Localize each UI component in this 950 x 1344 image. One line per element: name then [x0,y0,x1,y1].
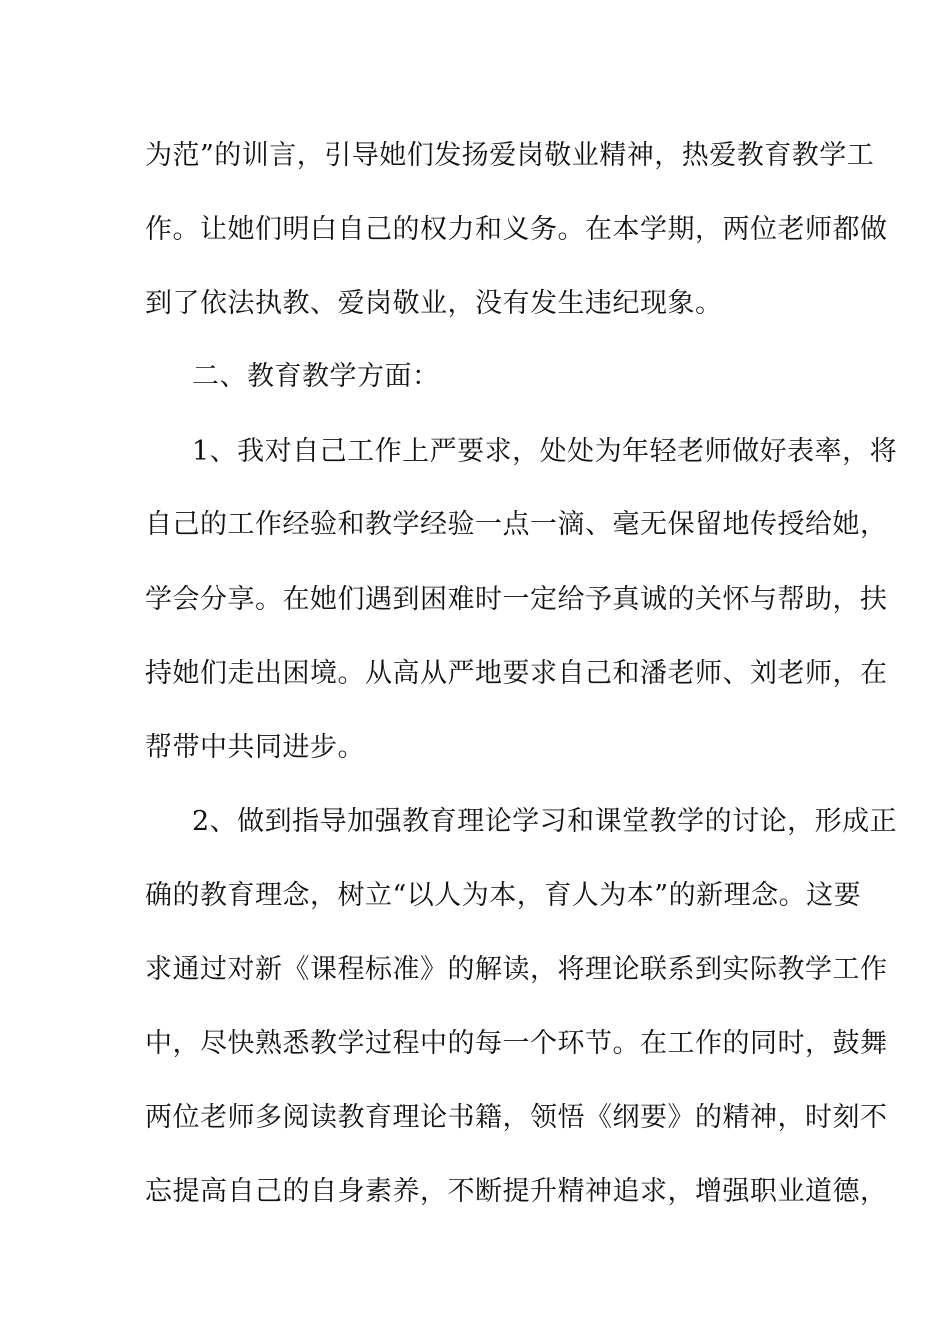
text-line: 2、做到指导加强教育理论学习和课堂教学的讨论，形成正 [192,806,898,837]
text-line: 到了依法执教、爱岗敬业，没有发生违纪现象。 [145,288,723,319]
text-line: 忘提高自己的自身素养，不断提升精神追求，增强职业道德， [145,1176,888,1207]
text-line: 自己的工作经验和教学经验一点一滴、毫无保留地传授给她， [145,509,888,540]
text-line: 持她们走出困境。从高从严地要求自己和潘老师、刘老师，在 [145,658,888,689]
text-line: 1、我对自己工作上严要求，处处为年轻老师做好表率，将 [192,436,898,467]
section-heading: 二、教育教学方面： [192,361,440,392]
text-line: 作。让她们明白自己的权力和义务。在本学期，两位老师都做 [145,214,888,245]
text-line: 为范”的训言，引导她们发扬爱岗敬业精神，热爱教育教学工 [145,140,875,171]
text-line: 求通过对新《课程标准》的解读，将理论联系到实际教学工作 [145,954,888,985]
text-line: 学会分享。在她们遇到困难时一定给予真诚的关怀与帮助，扶 [145,584,888,615]
text-line: 两位老师多阅读教育理论书籍，领悟《纲要》的精神，时刻不 [145,1102,888,1133]
text-line: 帮带中共同进步。 [145,732,365,763]
text-line: 确的教育理念，树立“以人为本，育人为本”的新理念。这要 [145,880,862,911]
text-line: 中，尽快熟悉教学过程中的每一个环节。在工作的同时，鼓舞 [145,1028,888,1059]
